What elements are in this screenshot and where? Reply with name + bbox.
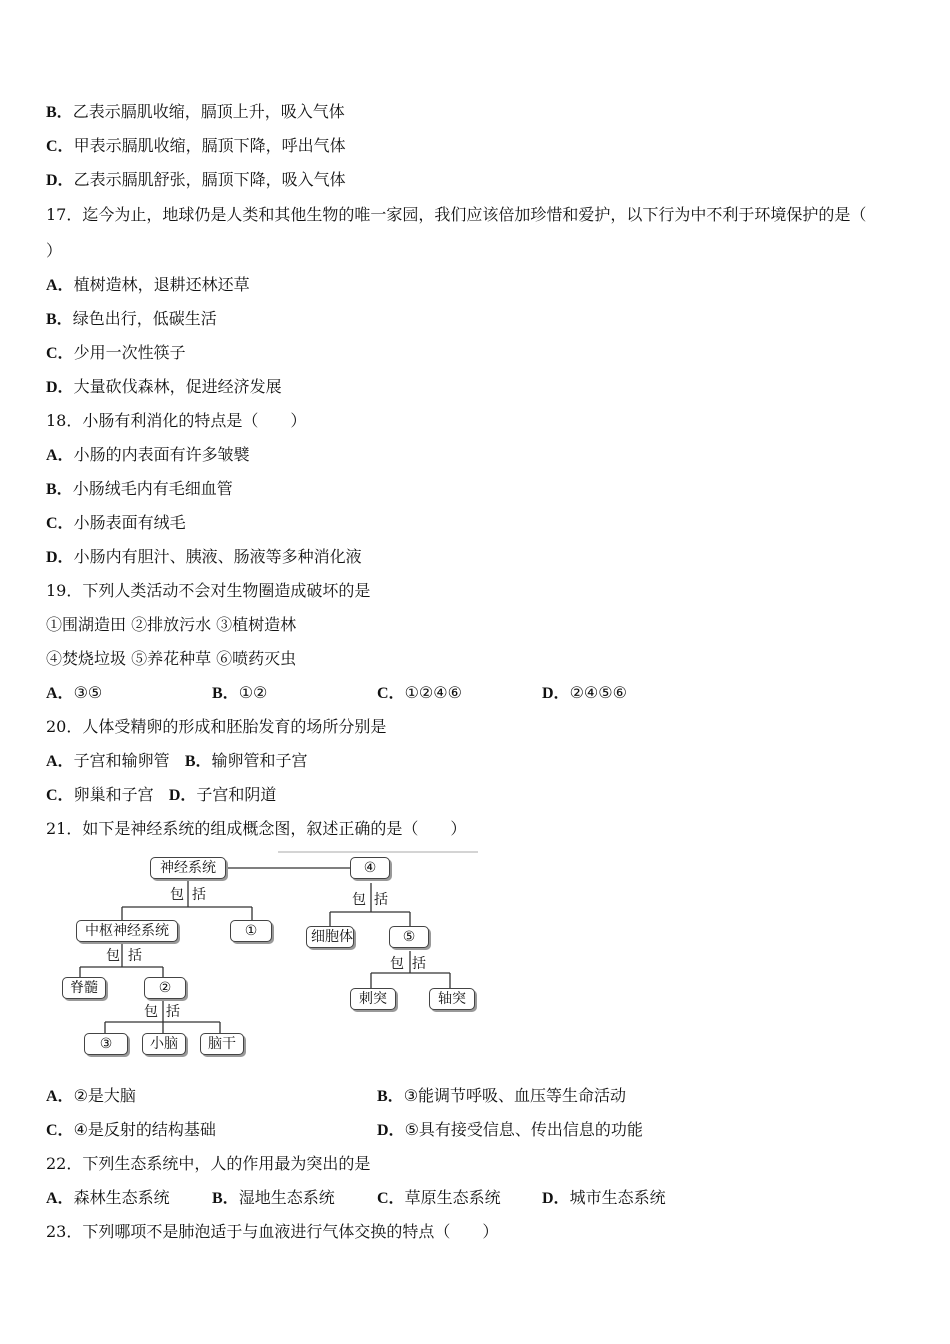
q20-stem: 20．人体受精卵的形成和胚胎发育的场所分别是	[46, 717, 387, 736]
node-5: ⑤	[389, 926, 429, 948]
q19-list-2: ④焚烧垃圾 ⑤养花种草 ⑥喷药灭虫	[46, 649, 297, 668]
q17-option-d: D．大量砍伐森林，促进经济发展	[46, 377, 282, 396]
q16-option-b: B．乙表示膈肌收缩，膈顶上升，吸入气体	[46, 102, 345, 121]
label-include-d: 括	[374, 892, 388, 908]
q23-stem: 23．下列哪项不是肺泡适于与血液进行气体交换的特点（ ）	[46, 1222, 499, 1241]
q22-option-b: B．湿地生态系统	[212, 1188, 335, 1207]
q16-option-d: D．乙表示膈肌舒张，膈顶下降，吸入气体	[46, 170, 346, 189]
node-cerebellum: 小脑	[142, 1033, 186, 1055]
q20-options-row1: A．子宫和输卵管 B．输卵管和子宫	[46, 751, 308, 770]
q19-option-b: B．①②	[212, 683, 268, 702]
q17-stem: 17．迄今为止，地球仍是人类和其他生物的唯一家园，我们应该倍加珍惜和爱护，以下行为中不利于环境保护的是（	[46, 205, 867, 224]
q18-option-c: C．小肠表面有绒毛	[46, 513, 186, 532]
node-2: ②	[144, 977, 186, 999]
q19-stem: 19．下列人类活动不会对生物圈造成破坏的是	[46, 581, 371, 600]
q18-stem: 18．小肠有利消化的特点是（ ）	[46, 411, 307, 430]
q19-option-a: A．③⑤	[46, 683, 103, 702]
node-dendrite: 刺突	[350, 988, 396, 1010]
node-4: ④	[350, 857, 390, 879]
label-include-b: 括	[192, 887, 206, 903]
node-axon: 轴突	[429, 988, 475, 1010]
q21-option-b: B．③能调节呼吸、血压等生命活动	[377, 1086, 627, 1105]
q16-option-c: C．甲表示膈肌收缩，膈顶下降，呼出气体	[46, 136, 346, 155]
q19-list-1: ①围湖造田 ②排放污水 ③植树造林	[46, 615, 297, 634]
q17-stem-cont: ）	[46, 241, 63, 260]
node-cns: 中枢神经系统	[76, 920, 178, 942]
q22-option-d: D．城市生态系统	[542, 1188, 666, 1207]
label-include-a: 包	[170, 887, 184, 903]
label-include-g: 包	[390, 956, 404, 972]
q18-option-b: B．小肠绒毛内有毛细血管	[46, 479, 233, 498]
q22-stem: 22．下列生态系统中，人的作用最为突出的是	[46, 1154, 371, 1173]
node-1: ①	[230, 920, 272, 942]
q19-option-d: D．②④⑤⑥	[542, 683, 627, 702]
nervous-system-concept-map	[60, 850, 480, 1065]
q21-option-d: D．⑤具有接受信息、传出信息的功能	[377, 1120, 643, 1139]
q21-option-c: C．④是反射的结构基础	[46, 1120, 216, 1139]
q17-option-b: B．绿色出行，低碳生活	[46, 309, 217, 328]
node-cell-body: 细胞体	[306, 926, 354, 948]
node-brainstem: 脑干	[200, 1033, 244, 1055]
label-include-f: 括	[128, 948, 142, 964]
node-3: ③	[84, 1033, 128, 1055]
q21-stem: 21．如下是神经系统的组成概念图，叙述正确的是（ ）	[46, 819, 467, 838]
q19-option-c: C．①②④⑥	[377, 683, 462, 702]
q18-option-a: A．小肠的内表面有许多皱襞	[46, 445, 250, 464]
label-include-i: 包	[144, 1004, 158, 1020]
label-include-e: 包	[106, 948, 120, 964]
q17-option-a: A．植树造林，退耕还林还草	[46, 275, 250, 294]
q17-option-c: C．少用一次性筷子	[46, 343, 186, 362]
label-include-h: 括	[412, 956, 426, 972]
q18-option-d: D．小肠内有胆汁、胰液、肠液等多种消化液	[46, 547, 362, 566]
q22-option-c: C．草原生态系统	[377, 1188, 501, 1207]
label-include-j: 括	[166, 1004, 180, 1020]
q21-option-a: A．②是大脑	[46, 1086, 136, 1105]
node-nervous-system: 神经系统	[150, 857, 226, 879]
node-spinal-cord: 脊髓	[62, 977, 106, 999]
q20-options-row2: C．卵巢和子宫 D．子宫和阴道	[46, 785, 277, 804]
label-include-c: 包	[352, 892, 366, 908]
q22-option-a: A．森林生态系统	[46, 1188, 170, 1207]
